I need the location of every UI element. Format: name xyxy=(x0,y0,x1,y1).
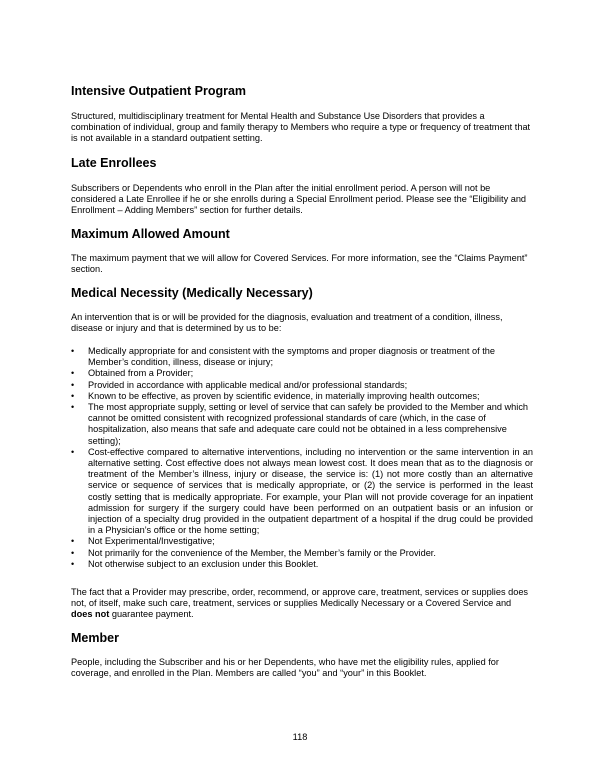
body-intensive-outpatient: Structured, multidisciplinary treatment for Mental Health and Substance Use Disorders that provides a combination of individual, group and family therapy to Members who require a type or frequency of treatment that is not available in a standard outpatient setting. xyxy=(71,111,531,144)
bullet-icon: • xyxy=(71,547,75,558)
list-item: • Obtained from a Provider; xyxy=(71,368,194,379)
bullet-icon: • xyxy=(71,558,75,569)
bullet-icon: • xyxy=(71,368,75,379)
heading-maximum-allowed: Maximum Allowed Amount xyxy=(71,227,230,241)
bullet-icon: • xyxy=(71,346,75,356)
bullet-icon: • xyxy=(71,536,75,547)
list-item: • Known to be effective, as proven by scientific evidence, in materially improving health outcomes; xyxy=(71,390,480,401)
emphasis-does-not: does not xyxy=(71,609,110,620)
body-medical-necessity-closing: The fact that a Provider may prescribe, order, recommend, or approve care, treatment, services or supplies does not, of itself, make such care, treatment, services or supplies Medically Necessary or a Covered Service and does not guarantee payment. xyxy=(71,587,529,620)
list-item: • Provided in accordance with applicable medical and/or professional standards; xyxy=(71,379,408,390)
bullet-icon: • xyxy=(71,446,75,457)
medical-necessity-criteria-list xyxy=(71,346,533,570)
list-item: • Not Experimental/Investigative; xyxy=(71,536,215,547)
body-member: People, including the Subscriber and his or her Dependents, who have met the eligibility rules, applied for coverage, and enrolled in the Plan. Members are called “you” and “your” in this Booklet. xyxy=(71,657,499,679)
heading-member: Member xyxy=(71,631,119,645)
body-maximum-allowed: The maximum payment that we will allow for Covered Services. For more information, see the “Claims Payment” section. xyxy=(71,253,528,275)
list-item: • Not primarily for the convenience of the Member, the Member’s family or the Provider. xyxy=(71,547,436,558)
list-item: • Not otherwise subject to an exclusion under this Booklet. xyxy=(71,558,319,569)
heading-medical-necessity: Medical Necessity (Medically Necessary) xyxy=(71,286,313,300)
list-item: • Medically appropriate for and consistent with the symptoms and proper diagnosis or treatment of the Member’s condition, illness, disease or injury; xyxy=(71,346,496,368)
page-number: 118 xyxy=(292,732,308,742)
heading-late-enrollees: Late Enrollees xyxy=(71,156,157,170)
bullet-icon: • xyxy=(71,379,75,390)
list-item: • The most appropriate supply, setting or level of service that can safely be provided to the Member and which cannot be omitted consistent with recognized professional standards of care (which, in the case of hospitalization, also means that safe and adequate care could not be obtained in a less comprehensive setting); xyxy=(71,402,529,446)
heading-intensive-outpatient: Intensive Outpatient Program xyxy=(71,84,247,98)
bullet-icon: • xyxy=(71,402,75,413)
body-medical-necessity-intro: An intervention that is or will be provided for the diagnosis, evaluation and treatment of a condition, illness, disease or injury and that is determined by us to be: xyxy=(71,312,503,334)
list-item: • Cost-effective compared to alternative interventions, including no intervention or the same intervention in an alternative setting. Cost effective does not always mean lowest cost. It does mean that as to the diagnosis or treatment of the Member’s illness, injury or disease, the service is: (1) not more costly than an alternative service or sequence of services that is medically appropriate, or (2) the service is performed in the least costly setting that is medically appropriate. For example, your Plan will not provide coverage for an inpatient admission for surgery if the surgery could have been performed on an outpatient basis or an infusion or injection of a specialty drug provided in the outpatient department of a hospital if the drug could be provided in a Physician’s office or the home setting; xyxy=(71,446,533,536)
body-late-enrollees: Subscribers or Dependents who enroll in the Plan after the initial enrollment period. A person will not be considered a Late Enrollee if he or she enrolls during a Special Enrollment period. Please see the “Eligibility and Enrollment – Adding Members” section for further details. xyxy=(71,183,527,216)
bullet-icon: • xyxy=(71,390,75,401)
